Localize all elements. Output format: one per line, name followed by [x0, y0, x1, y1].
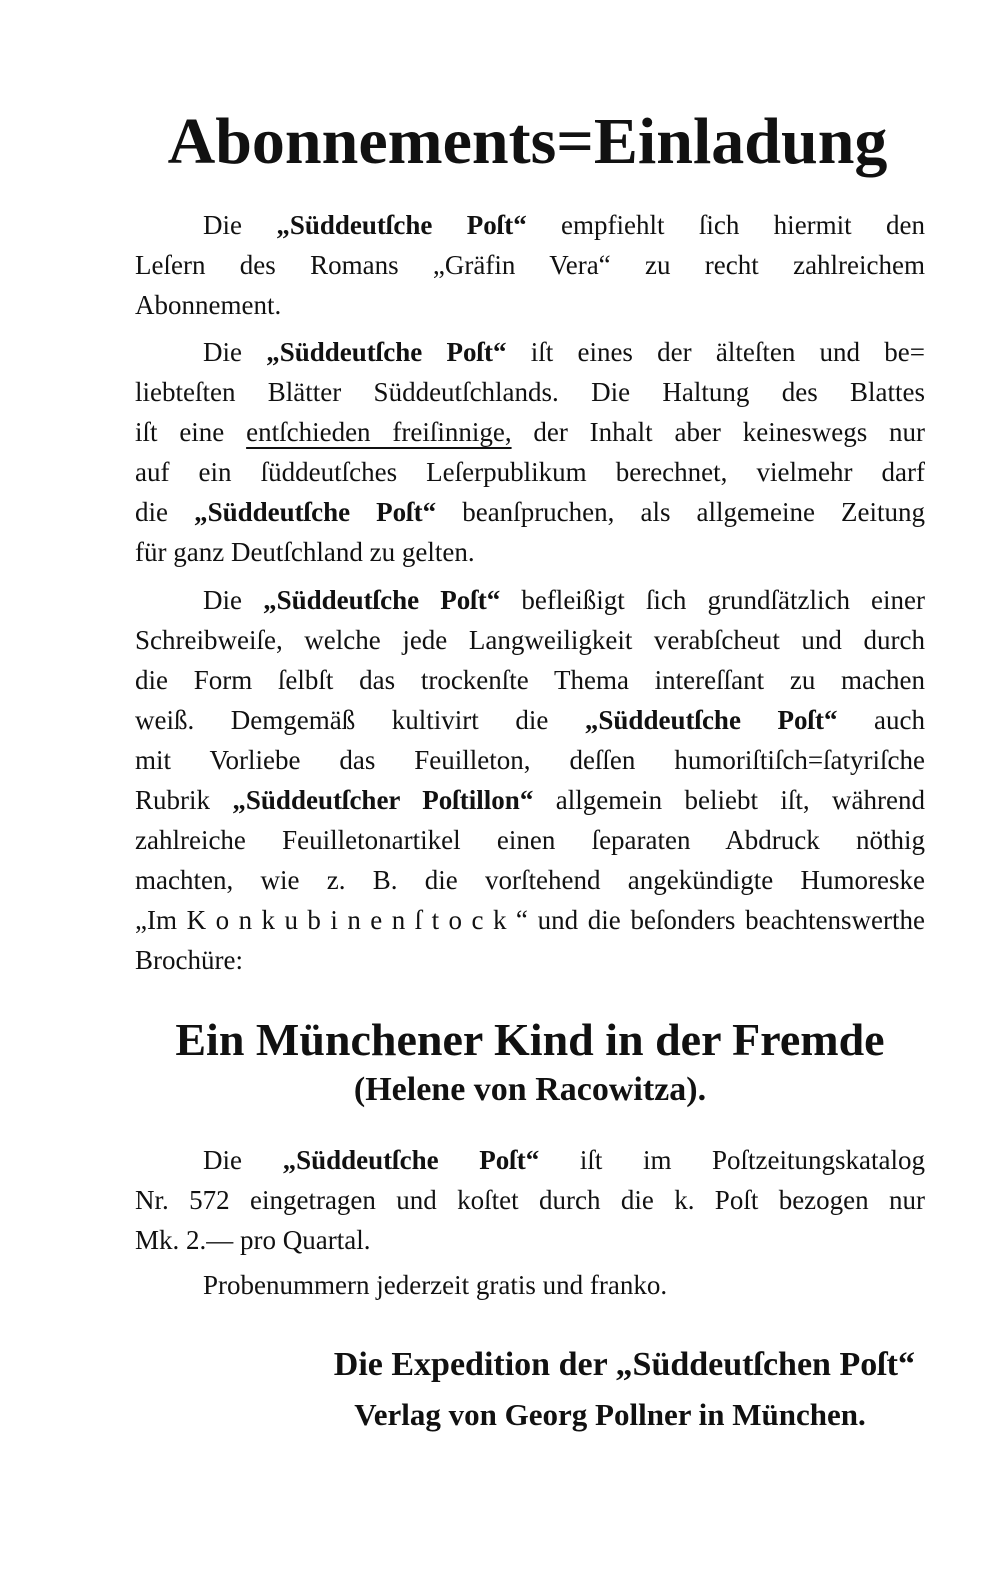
- profile-line-3: [135, 412, 925, 452]
- line-text: Die: [203, 210, 277, 240]
- intro-line-3: Abonnement.: [135, 290, 282, 320]
- line-text: weiß. Demgemäß kultivirt die: [135, 705, 585, 735]
- style-line-9: [135, 900, 925, 940]
- style-line-10: Brochüre:: [135, 945, 243, 975]
- paragraph-intro: [135, 205, 925, 325]
- line-text: allgemein beliebt iſt, während: [533, 785, 925, 815]
- style-line-2: Schreibweiſe, welche jede Langweiligkeit verabſcheut und durch: [135, 625, 925, 655]
- line-text: Die: [203, 585, 264, 615]
- newspaper-name: „Süddeutſche Poſt“: [263, 585, 501, 615]
- intro-line-2: Leſern des Romans „Gräfin Vera“ zu recht zahlreichem: [135, 250, 925, 280]
- profile-line-6: für ganz Deutſchland zu gelten.: [135, 537, 475, 567]
- brochure-author: (Helene von Racowitza).: [353, 1071, 707, 1108]
- subscription-line-2: Nr. 572 eingetragen und koſtet durch die k. Poſt bezogen nur: [135, 1185, 925, 1215]
- line-text: befleißigt ſich grundſätzlich einer: [500, 585, 925, 615]
- line-text: iſt eine: [135, 417, 247, 447]
- underlined-phrase: entſchieden freiſinnige,: [246, 417, 512, 447]
- rubric-name: „Süddeutſcher Poſtillon“: [232, 785, 534, 815]
- line-text: „Im: [135, 905, 187, 935]
- brochure-title: Ein Münchener Kind in der Fremde: [175, 1014, 885, 1065]
- line-text: iſt im Poſtzeitungskatalog: [539, 1145, 925, 1175]
- paragraph-style: [135, 580, 925, 980]
- line-text: “ und die beſonders beachtenswerthe: [515, 905, 925, 935]
- profile-line-5: [135, 492, 925, 532]
- line-text: die: [135, 497, 195, 527]
- intro-line-1: [135, 205, 925, 245]
- newspaper-name: „Süddeutſche Poſt“: [194, 497, 437, 527]
- profile-line-4: auf ein ſüddeutſches Leſerpublikum berechnet, vielmehr darf: [135, 457, 925, 487]
- style-line-5: mit Vorliebe das Feuilleton, deſſen humoriſtiſch=ſatyriſche: [135, 745, 925, 775]
- style-line-6: [135, 780, 925, 820]
- spaced-title: Konkubinenſtock: [186, 905, 516, 935]
- style-line-1: [135, 580, 925, 620]
- line-text: Rubrik: [135, 785, 233, 815]
- signature-publisher: Die Expedition der „Süddeutſchen Poſt“: [333, 1346, 915, 1383]
- profile-line-1: [135, 332, 925, 372]
- samples-line-1: Probenummern jederzeit gratis und franko.: [203, 1270, 668, 1300]
- newspaper-name: „Süddeutſche Poſt“: [266, 337, 507, 367]
- subscription-line-3: Mk. 2.— pro Quartal.: [135, 1225, 371, 1255]
- line-text: Die: [203, 1145, 283, 1175]
- signature-imprint: Verlag von Georg Pollner in München.: [354, 1397, 866, 1432]
- newspaper-name: „Süddeutſche Poſt“: [282, 1145, 540, 1175]
- newspaper-name: „Süddeutſche Poſt“: [276, 210, 527, 240]
- style-line-7: zahlreiche Feuilletonartikel einen ſeparaten Abdruck nöthig: [135, 825, 925, 855]
- profile-line-2: liebteſten Blätter Süddeutſchlands. Die Haltung des Blattes: [135, 377, 925, 407]
- subscription-line-1: [135, 1140, 925, 1180]
- page-title: Abonnements=Einladung: [167, 105, 888, 178]
- line-text: auch: [837, 705, 925, 735]
- line-text: empfiehlt ſich hiermit den: [526, 210, 925, 240]
- line-text: beanſpruchen, als allgemeine Zeitung: [436, 497, 925, 527]
- newspaper-name: „Süddeutſche Poſt“: [584, 705, 838, 735]
- paragraph-profile: [135, 332, 925, 572]
- paragraph-samples: [135, 1265, 925, 1305]
- document-body: [135, 205, 925, 1440]
- style-line-8: machten, wie z. B. die vorſtehend angekündigte Humoreske: [135, 865, 925, 895]
- line-text: iſt eines der älteſten und be=: [506, 337, 925, 367]
- style-line-4: [135, 700, 925, 740]
- line-text: Die: [203, 337, 267, 367]
- line-text: der Inhalt aber keineswegs nur: [511, 417, 925, 447]
- style-line-3: die Form ſelbſt das trockenſte Thema intereſſant zu machen: [135, 665, 925, 695]
- paragraph-subscription: [135, 1140, 925, 1260]
